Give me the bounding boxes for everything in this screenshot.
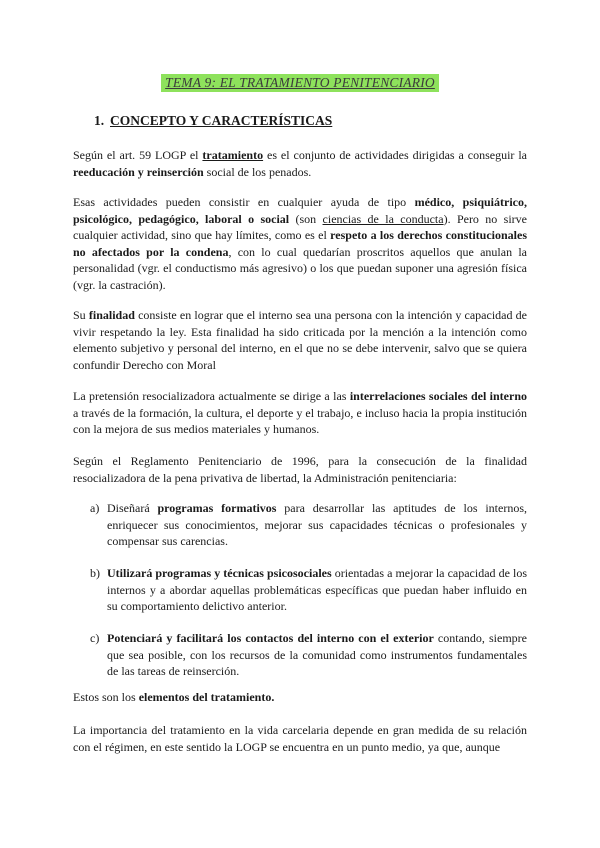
term-reeducacion: reeducación y reinserción bbox=[73, 164, 204, 179]
paragraph-definition: Según el art. 59 LOGP el tratamiento es el conjunto de actividades dirigidas a conseguir la reeducación y reinserción social de los penados. bbox=[73, 148, 527, 179]
term-respeto-derechos: respeto a los derechos constitucionales no afectados por la condena bbox=[73, 228, 528, 259]
paragraph-finalidad: Su finalidad consiste en lograr que el interno sea una persona con la intención y capacidad de vivir respetando la ley. Esta finalidad ha sido criticada por la mención a la intención como elemento subjetivo y personal del interno, en el que no se debe intervenir, salvo que se quiera confundir Derecho con Moral bbox=[73, 308, 527, 372]
term-finalidad: finalidad bbox=[88, 308, 135, 322]
section-heading bbox=[94, 113, 332, 129]
document-title: TEMA 9: EL TRATAMIENTO PENITENCIARIO bbox=[161, 74, 439, 92]
section-title: CONCEPTO Y CARACTERÍSTICAS bbox=[110, 113, 333, 128]
list-marker: c) bbox=[90, 631, 100, 645]
term-tratamiento: tratamiento bbox=[202, 148, 264, 162]
list-marker: a) bbox=[90, 501, 100, 515]
paragraph-importancia: La importancia del tratamiento en la vida carcelaria depende en gran medida de su relación con el régimen, en este sentido la LOGP se encuentra en un punto medio, ya que, aunque bbox=[73, 723, 527, 754]
term-elementos: elementos del tratamiento. bbox=[138, 690, 275, 704]
section-number: 1. bbox=[94, 113, 105, 128]
paragraph-resocializadora: La pretensión resocializadora actualmente se dirige a las interrelaciones sociales del interno a través de la formación, la cultura, el deporte y el trabajo, e incluso hacia la propia institución con la mejora de sus medios materiales y humanos. bbox=[73, 389, 527, 436]
paragraph-reglamento: Según el Reglamento Penitenciario de 1996, para la consecución de la finalidad resocializadora de la pena privativa de libertad, la Administración penitenciaria: bbox=[73, 454, 527, 485]
list-marker: b) bbox=[90, 566, 100, 580]
paragraph-activities: Esas actividades pueden consistir en cualquier ayuda de tipo médico, psiquiátrico, psicológico, pedagógico, laboral o social (son ciencias de la conducta). Pero no sirve cualquier actividad, sino que hay límites, como es el respeto a los derechos constitucionales no afectados por la condena, con lo cual quedarían proscritos aquellos que anulan la personalidad (vgr. el conductismo más agresivo) o los que puedan suponer una agresión física (vgr. la castración). bbox=[73, 195, 528, 292]
term-ayuda-tipos: médico, psiquiátrico, psicológico, pedagógico, laboral o social bbox=[73, 195, 528, 226]
term-ciencias-conducta: ciencias de la conducta bbox=[322, 211, 444, 226]
list-item: a) Diseñará programas formativos para desarrollar las aptitudes de los internos, enriquecer sus conocimientos, mejorar sus capacidades técnicas o profesionales y compensar sus carencias. bbox=[90, 501, 527, 548]
list-item: b) Utilizará programas y técnicas psicosociales orientadas a mejorar la capacidad de los internos y a abordar aquellas problemáticas específicas que puedan haber influido en su comportamiento delictivo anterior. bbox=[90, 566, 527, 613]
term-interrelaciones: interrelaciones sociales del interno bbox=[349, 389, 527, 403]
paragraph-elementos: Estos son los elementos del tratamiento. bbox=[73, 690, 275, 704]
list-item: c) Potenciará y facilitará los contactos del interno con el exterior contando, siempre que sea posible, con los recursos de la comunidad como instrumentos fundamentales de las tareas de reinserción. bbox=[90, 631, 527, 678]
